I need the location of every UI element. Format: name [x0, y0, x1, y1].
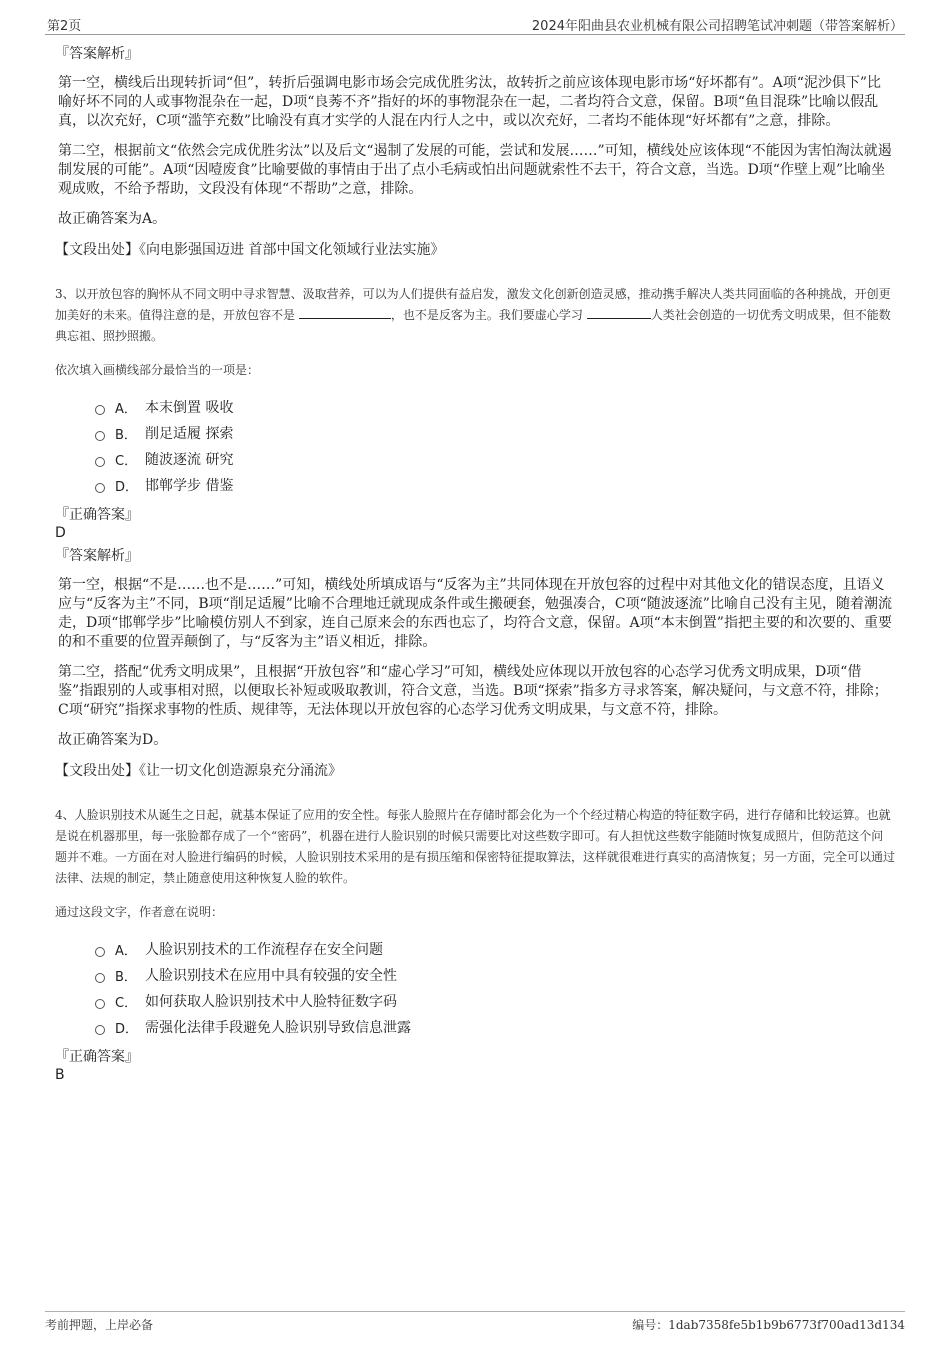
option-b[interactable]: B． 削足适履 探索 [95, 420, 895, 446]
radio-icon[interactable] [95, 999, 105, 1009]
option-d[interactable]: D． 邯郸学步 借鉴 [95, 472, 895, 498]
source-citation: 【文段出处】《向电影强国迈进 首部中国文化领域行业法实施》 [55, 242, 445, 258]
question-stem: 4、人脸识别技术从诞生之日起，就基本保证了应用的安全性。每张人脸照片在存储时都会化为一个个经过精心构造的特征数字码，进行存储和比较运算。也就是说在机器那里，每一张脸都存成了一个“密码”，机器在进行人脸识别的时候只需要比对这些数字即可。有人担忧这些数字能随时恢复成照片，但防范这个问题并不难。一方面在对人脸进行编码的时候，人脸识别技术采用的是有损压缩和保密特征提取算法，这样就很难进行真实的高清恢复；另一方面，完全可以通过法律、法规的制定，禁止随意使用这种恢复人脸的软件。 [55, 808, 896, 885]
document-title: 2024年阳曲县农业机械有限公司招聘笔试冲刺题（带答案解析） [531, 19, 903, 34]
analysis-paragraph: 第一空，横线后出现转折词“但”，转折后强调电影市场会完成优胜劣汰，故转折之前应该体现电影市场“好坏都有”。A项“泥沙俱下”比喻好坏不同的人或事物混杂在一起，D项“良莠不齐”指好的坏的事物混杂在一起，二者均符合文意，保留。B项“鱼目混珠”比喻以假乱真，以次充好，C项“滥竽充数”比喻没有真才实学的人混在内行人之中，或以次充好，二者均不能体现“好坏都有”之意，排除。 [58, 75, 882, 129]
option-a[interactable]: A． 本末倒置 吸收 [95, 394, 895, 420]
analysis-label: 『答案解析』 [55, 548, 139, 564]
analysis-conclusion: 故正确答案为D。 [58, 732, 168, 748]
question-3 [55, 284, 895, 781]
fill-blank-1 [299, 306, 391, 319]
page-content [55, 44, 895, 1088]
question-2-analysis [55, 44, 895, 260]
fill-blank-2 [587, 306, 651, 319]
correct-answer-label: 『正确答案』 [55, 1049, 139, 1065]
correct-answer: B [55, 1067, 65, 1083]
option-list [55, 936, 895, 1040]
radio-icon[interactable] [95, 483, 105, 493]
source-citation: 【文段出处】《让一切文化创造源泉充分涌流》 [55, 763, 342, 779]
correct-answer-label: 『正确答案』 [55, 507, 139, 523]
question-prompt: 依次填入画横线部分最恰当的一项是： [55, 363, 260, 377]
analysis-label: 『答案解析』 [55, 46, 139, 62]
radio-icon[interactable] [95, 457, 105, 467]
radio-icon[interactable] [95, 947, 105, 957]
footer-slogan: 考前押题，上岸必备 [45, 1318, 154, 1332]
radio-icon[interactable] [95, 973, 105, 983]
correct-answer: D [55, 525, 66, 541]
analysis-paragraph: 第二空，搭配“优秀文明成果”，且根据“开放包容”和“虚心学习”可知，横线处应体现以开放包容的心态学习优秀文明成果，D项“借鉴”指跟别的人或事相对照，以便取长补短或吸取教训，符合文意，当选。B项“探索”指多方寻求答案，解决疑问，与文意不符，排除；C项“研究”指探求事物的性质、规律等，无法体现以开放包容的心态学习优秀文明成果，与文意不符，排除。 [58, 664, 888, 718]
option-list [55, 394, 895, 498]
analysis-paragraph: 第二空，根据前文“依然会完成优胜劣汰”以及后文“遏制了发展的可能，尝试和发展……”可知，横线处应该体现“不能因为害怕淘汰就遏制发展的可能”。A项“因噎废食”比喻要做的事情由于出了点小毛病或怕出问题就索性不去干，符合文意，当选。D项“作壁上观”比喻坐观成败，不给予帮助，文段没有体现“不帮助”之意，排除。 [58, 143, 892, 197]
option-a[interactable]: A． 人脸识别技术的工作流程存在安全问题 [95, 936, 895, 962]
page-number: 第2页 [47, 19, 82, 34]
option-d[interactable]: D． 需强化法律手段避免人脸识别导致信息泄露 [95, 1014, 895, 1040]
question-prompt: 通过这段文字，作者意在说明： [55, 905, 224, 919]
radio-icon[interactable] [95, 431, 105, 441]
option-b[interactable]: B． 人脸识别技术在应用中具有较强的安全性 [95, 962, 895, 988]
radio-icon[interactable] [95, 1025, 105, 1035]
page-header [45, 12, 905, 35]
analysis-paragraph: 第一空，根据“不是……也不是……”可知，横线处所填成语与“反客为主”共同体现在开放包容的过程中对其他文化的错误态度，且语义应与“反客为主”不同，B项“削足适履”比喻不合理地迁就现成条件或生搬硬套，勉强凑合，C项“随波逐流”比喻自己没有主见，随着潮流走，D项“邯郸学步”比喻模仿别人不到家，连自己原来会的东西也忘了，均符合文意，保留。A项“本末倒置”指把主要的和次要的、重要的和不重要的位置弄颠倒了，与“反客为主”语义相近，排除。 [58, 577, 892, 650]
option-c[interactable]: C． 随波逐流 研究 [95, 446, 895, 472]
question-stem: 3、以开放包容的胸怀从不同文明中寻求智慧、汲取营养，可以为人们提供有益启发，激发文化创新创造灵感，推动携手解决人类共同面临的各种挑战，开创更加美好的未来。值得注意的是，开放包容不是 ，也不是反客为主。我们要虚心学习 人类社会创造的一切优秀文明成果，但不能数典忘祖、照抄照搬。 [55, 287, 891, 343]
option-c[interactable]: C． 如何获取人脸识别技术中人脸特征数字码 [95, 988, 895, 1014]
document-code: 编号：1dab7358fe5b1b9b6773f700ad13d134 [632, 1318, 905, 1332]
analysis-conclusion: 故正确答案为A。 [58, 211, 167, 227]
radio-icon[interactable] [95, 405, 105, 415]
page-footer [45, 1311, 905, 1334]
question-4 [55, 805, 895, 1084]
